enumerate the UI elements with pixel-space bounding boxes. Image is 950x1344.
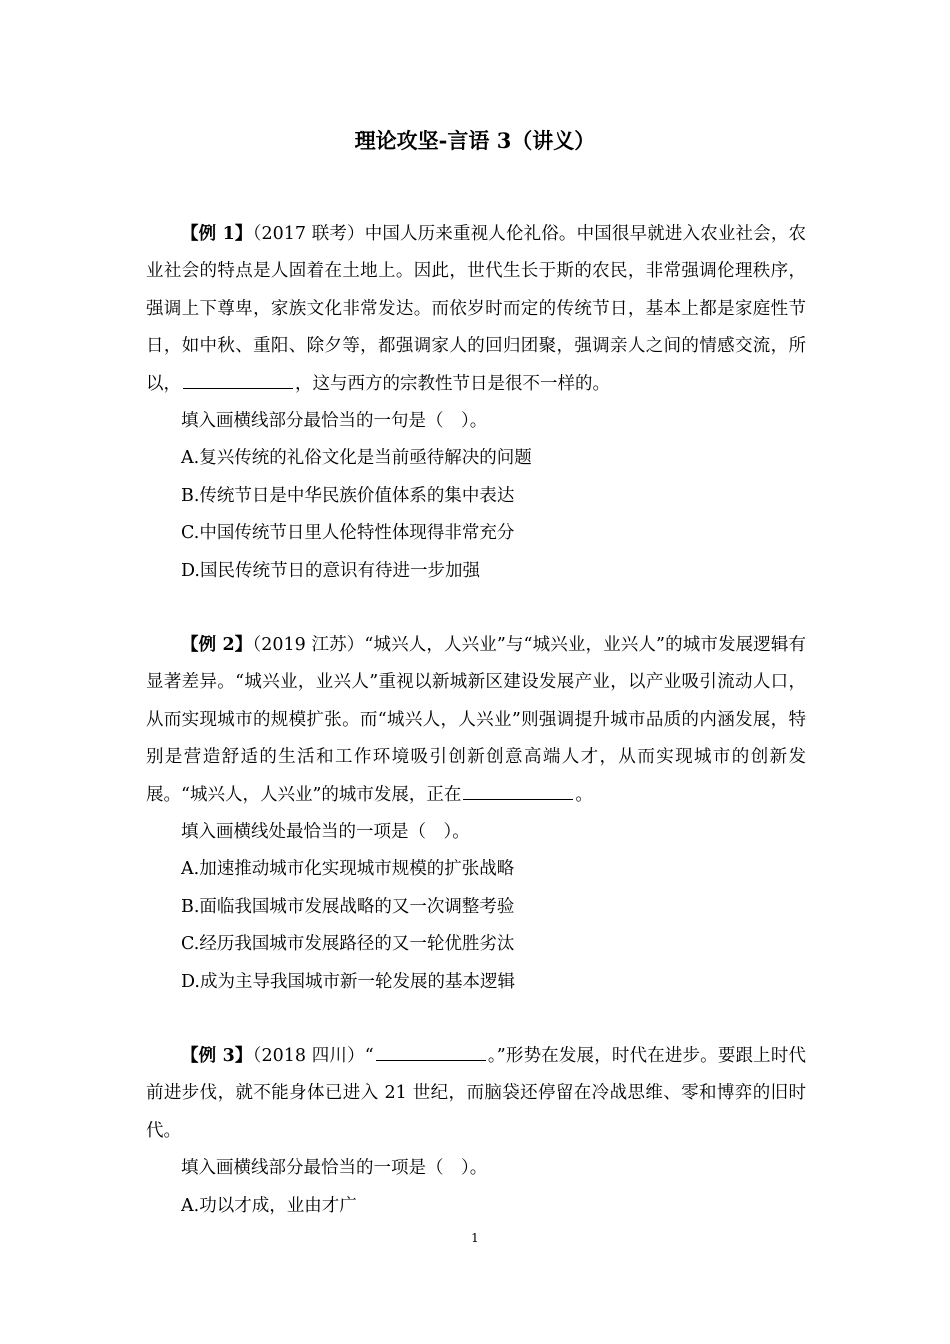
question-3 [146,1038,806,1225]
question-1-option-d: D.国民传统节日的意识有待进一步加强 [181,560,480,581]
question-2-stem [146,627,806,814]
question-3-label: 【例 3】 [181,1046,253,1066]
question-3-option-a: A.功以才成，业由才广 [181,1195,357,1216]
question-1-label: 【例 1】 [181,224,253,244]
page-number: 1 [471,1231,479,1245]
question-2-source: （2019 江苏） [252,635,365,655]
question-2-prompt: 填入画横线处最恰当的一项是（ ）。 [181,822,470,843]
question-1-source: （2017 联考） [252,224,365,244]
question-2-text-after: 。 [575,784,593,805]
question-3-stem [146,1038,806,1150]
question-1-option-a: A.复兴传统的礼俗文化是当前亟待解决的问题 [181,448,532,469]
question-3-prompt: 填入画横线部分最恰当的一项是（ ）。 [181,1158,488,1179]
question-1 [146,216,806,590]
answer-blank [463,779,573,800]
question-1-stem [146,216,806,403]
question-1-prompt: 填入画横线部分最恰当的一句是（ ）。 [181,411,488,432]
question-2 [146,627,806,1001]
question-2-option-a: A.加速推动城市化实现城市规模的扩张战略 [181,859,515,880]
question-2-option-d: D.成为主导我国城市新一轮发展的基本逻辑 [181,971,515,992]
document-title: 理论攻坚-言语 3（讲义） [354,128,596,153]
question-2-option-b: B.面临我国城市发展战略的又一次调整考验 [181,896,515,917]
question-3-text-after: 。”形势在发展，时代在进步。要跟上时代前进步伐，就不能身体已进入 21 世纪，而脑袋还停留在冷战思维、零和博弈的旧时代。 [146,1046,806,1141]
question-1-option-c: C.中国传统节日里人伦特性体现得非常充分 [181,523,515,544]
question-2-label: 【例 2】 [181,635,253,655]
answer-blank [376,1040,486,1061]
question-1-option-b: B.传统节日是中华民族价值体系的集中表达 [181,485,515,506]
answer-blank [183,368,293,389]
question-1-text-before: 中国人历来重视人伦礼俗。中国很早就进入农业社会，农业社会的特点是人固着在土地上。因此，世代生长于斯的农民，非常强调伦理秩序，强调上下尊卑，家族文化非常发达。而依岁时而定的传统节日，基本上都是家庭性节日，如中秋、重阳、除夕等，都强调家人的回归团聚，强调亲人之间的情感交流，所以， [146,224,806,394]
question-1-text-after: ，这与西方的宗教性节日是很不一样的。 [295,373,610,394]
question-2-text-before: “城兴人，人兴业”与“城兴业，业兴人”的城市发展逻辑有显著差异。“城兴业，业兴人”重视以新城新区建设发展产业，以产业吸引流动人口，从而实现城市的规模扩张。而“城兴人，人兴业”则强调提升城市品质的内涵发展，特别是营造舒适的生活和工作环境吸引创新创意高端人才，从而实现城市的创新发展。“城兴人，人兴业”的城市发展，正在 [146,635,806,805]
question-2-option-c: C.经历我国城市发展路径的又一轮优胜劣汰 [181,934,515,955]
question-3-text-before: “ [364,1046,374,1066]
question-3-source: （2018 四川） [252,1046,365,1066]
